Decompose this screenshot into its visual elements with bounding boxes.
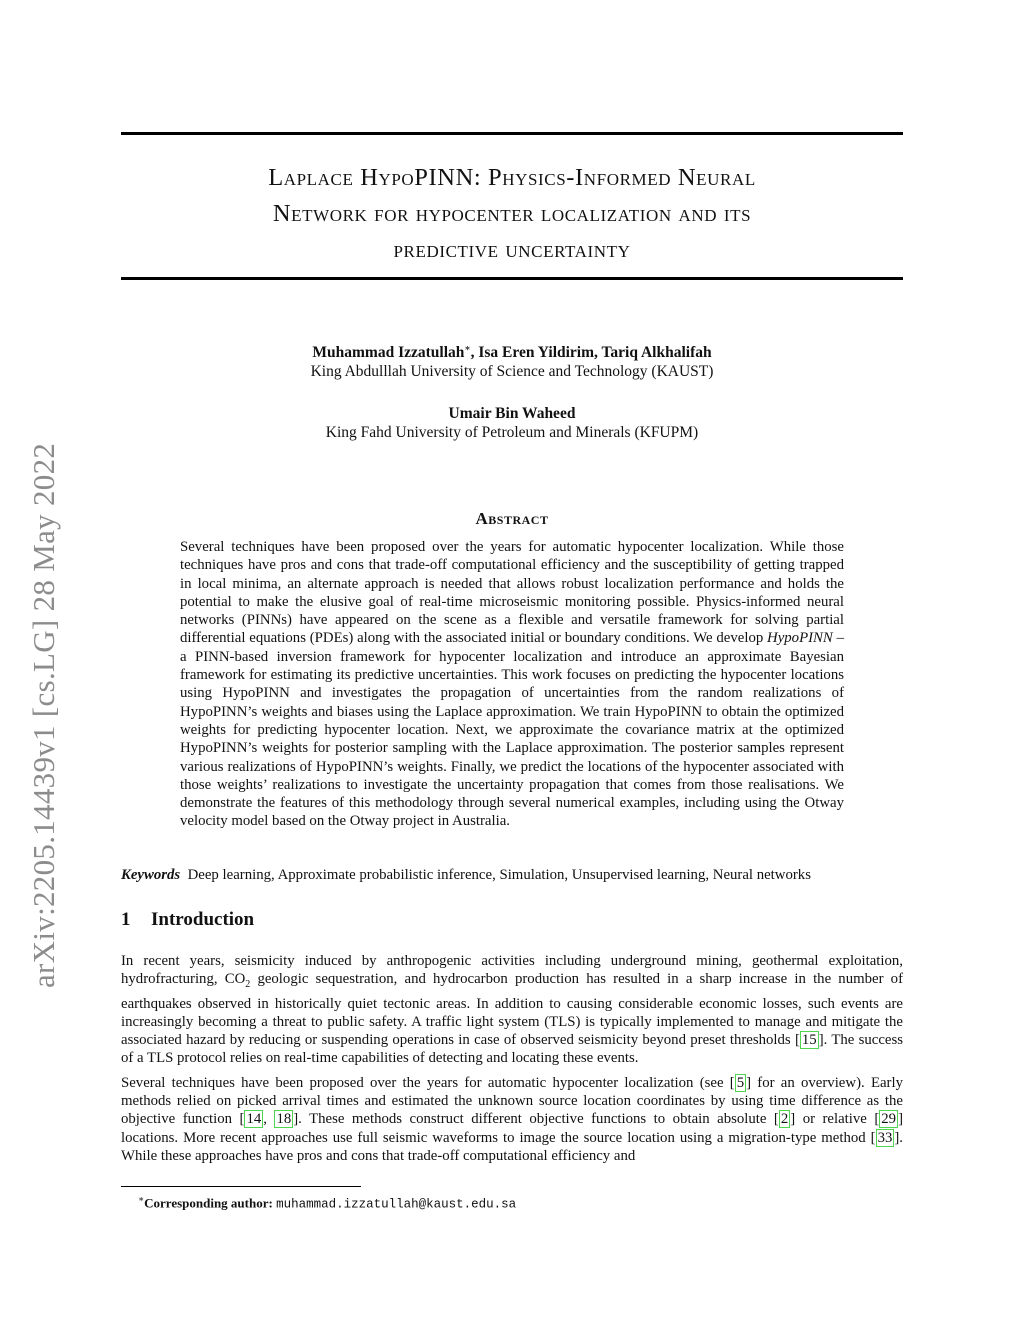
citation-link[interactable]: 5	[736, 1074, 745, 1091]
author-block-2	[121, 404, 903, 442]
citation-link[interactable]: 29	[881, 1111, 897, 1128]
section-number: 1	[121, 909, 131, 930]
intro-paragraph-1	[121, 952, 903, 1068]
p2-text-g: ]. While these approaches have pros and cons that trade-off computational efficiency and	[121, 1129, 903, 1164]
citation-link[interactable]: 33	[877, 1129, 893, 1146]
citation-link[interactable]: 18	[276, 1111, 292, 1128]
citation-link[interactable]: 14	[246, 1111, 262, 1128]
citation-link[interactable]: 15	[801, 1032, 817, 1049]
keywords-text: Deep learning, Approximate probabilistic inference, Simulation, Unsupervised learning, Neural networks	[187, 867, 811, 883]
p2-text-a: Several techniques have been proposed over the years for automatic hypocenter localization (see [	[121, 1074, 735, 1091]
footnote-label: Corresponding author:	[144, 1195, 273, 1211]
author-names-rest: , Isa Eren Yildirim, Tariq Alkhalifah	[470, 344, 712, 362]
abstract-heading: Abstract	[475, 509, 549, 528]
author-email[interactable]: muhammad.izzatullah@kaust.edu.sa	[276, 1197, 517, 1212]
title-line-3: predictive uncertainty	[393, 236, 631, 263]
footnote-mark[interactable]: ∗	[464, 343, 471, 353]
p2-text-f: ] locations. More recent approaches use full seismic waveforms to image the source location using a migration-type method [	[121, 1111, 904, 1146]
author-name-primary: Muhammad Izzatullah	[312, 344, 465, 362]
p2-text-b: ] for an overview). Early methods relied on picked arrival times and estimated the unknown source location coordinates by using time difference as the objective function [	[121, 1074, 903, 1128]
keywords-line	[121, 866, 921, 884]
section-title: Introduction	[151, 909, 255, 930]
title-line-2: Network for hypocenter localization and its	[272, 200, 752, 227]
footnote-mark-symbol: ∗	[138, 1194, 145, 1204]
affiliation-1: King Abdulllah University of Science and Technology (KAUST)	[310, 363, 714, 381]
abstract-body	[180, 538, 844, 831]
affiliation-2: King Fahd University of Petroleum and Minerals (KFUPM)	[325, 424, 699, 441]
p2-text-c: ,	[263, 1111, 275, 1128]
co2-subscript: 2	[245, 979, 251, 991]
section-heading-introduction	[121, 909, 254, 931]
intro-paragraph-2	[121, 1074, 903, 1165]
title-line-1: Laplace HypoPINN: Physics-Informed Neural	[268, 164, 756, 191]
p1-text-b: geologic sequestration, and hydrocarbon production has resulted in a sharp increase in the number of earthquakes observed in historically quiet tectonic areas. In addition to causing considerable economic losses, such events are increasingly becoming a threat to public safety. A traffic light system (TLS) is typically implemented to manage and mitigate the associated hazard by reducing or suspending operations in case of observed seismicity beyond preset thresholds [	[121, 971, 904, 1049]
introduction-body	[121, 952, 903, 1171]
footnote	[138, 1191, 516, 1212]
abstract-text-b: – a PINN-based inversion framework for hypocenter localization and introduce an approximate Bayesian framework for estimating its predictive uncertainties. This work focuses on predicting the hypocenter locations using HypoPINN and investigates the propagation of uncertainties from the random realizations of HypoPINN’s weights and biases using the Laplace approximation. We train HypoPINN to obtain the optimized weights for predicting hypocenter location. Next, we approximate the covariance matrix at the optimized HypoPINN’s weights for posterior sampling with the Laplace approximation. The posterior samples represent various realizations of HypoPINN’s weights. Finally, we predict the locations of the hypocenter associated with those weights’ realizations to investigate the uncertainty propagation that comes from those realisations. We demonstrate the features of this methodology through several numerical examples, including using the Otway velocity model based on the Otway project in Australia.	[180, 630, 844, 830]
paper-title	[121, 160, 903, 268]
citation-link[interactable]: 2	[780, 1111, 789, 1128]
p1-text-a: In recent years, seismicity induced by anthropogenic activities including underground mining, geothermal exploitation, hydrofracturing, CO	[121, 953, 903, 988]
footnote-rule	[121, 1186, 361, 1187]
abstract-text-a: Several techniques have been proposed over the years for automatic hypocenter localization. While those techniques have pros and cons that trade-off computational efficiency and the susceptibility of getting trapped in local minima, an alternate approach is needed that allows robust localization performance and holds the potential to make the elusive goal of real-time microseismic monitoring possible. Physics-informed neural networks (PINNs) have appeared on the scene as a flexible and versatile framework for solving partial differential equations (PDEs) along with the associated initial or boundary conditions. We develop	[180, 539, 844, 647]
title-rule-top	[121, 132, 903, 135]
p1-text-c: ]. The success of a TLS protocol relies on real-time capabilities of detecting and locating these events.	[121, 1032, 904, 1067]
abstract-emphasis: HypoPINN	[767, 630, 833, 647]
p2-text-d: ]. These methods construct different objective functions to obtain absolute [	[293, 1111, 779, 1128]
author-block-1	[121, 339, 903, 381]
author-names-2: Umair Bin Waheed	[448, 405, 576, 422]
keywords-label: Keywords	[121, 867, 181, 883]
author-names-1	[121, 339, 903, 362]
arxiv-identifier[interactable]: arXiv:2205.14439v1 [cs.LG] 28 May 2022	[26, 442, 61, 988]
title-rule-bottom	[121, 277, 903, 280]
abstract-paragraph	[180, 538, 844, 831]
p2-text-e: ] or relative [	[790, 1111, 880, 1128]
